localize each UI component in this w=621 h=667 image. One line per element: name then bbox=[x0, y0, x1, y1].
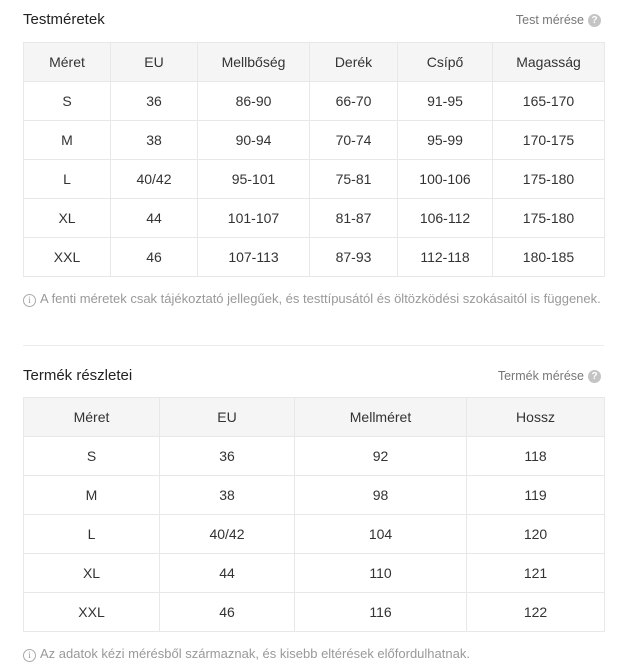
table-cell: 81-87 bbox=[310, 199, 398, 238]
table-cell: 112-118 bbox=[398, 238, 493, 277]
body-size-header bbox=[23, 10, 604, 32]
table-cell: 40/42 bbox=[111, 160, 198, 199]
table-cell: 40/42 bbox=[160, 515, 295, 554]
table-cell: 165-170 bbox=[493, 82, 605, 121]
table-cell: 98 bbox=[295, 476, 467, 515]
table-cell: 87-93 bbox=[310, 238, 398, 277]
table-cell: 116 bbox=[295, 593, 467, 632]
column-header: Magasság bbox=[493, 43, 605, 82]
table-cell: 180-185 bbox=[493, 238, 605, 277]
table-cell: XL bbox=[24, 554, 160, 593]
column-header: Mellméret bbox=[295, 398, 467, 437]
table-cell: 44 bbox=[111, 199, 198, 238]
table-cell: 44 bbox=[160, 554, 295, 593]
table-cell: 110 bbox=[295, 554, 467, 593]
column-header: Méret bbox=[24, 398, 160, 437]
table-cell: 122 bbox=[467, 593, 605, 632]
table-cell: XXL bbox=[24, 593, 160, 632]
table-cell: 95-99 bbox=[398, 121, 493, 160]
table-cell: 46 bbox=[111, 238, 198, 277]
info-circle-icon: i bbox=[23, 294, 36, 307]
table-cell: 100-106 bbox=[398, 160, 493, 199]
table-cell: 95-101 bbox=[198, 160, 310, 199]
table-cell: 36 bbox=[111, 82, 198, 121]
section-divider bbox=[23, 345, 604, 346]
table-cell: 91-95 bbox=[398, 82, 493, 121]
table-row bbox=[24, 160, 605, 199]
body-size-section bbox=[23, 10, 604, 307]
info-circle-icon: i bbox=[23, 649, 36, 662]
table-cell: 121 bbox=[467, 554, 605, 593]
table-cell: L bbox=[24, 160, 111, 199]
body-size-table bbox=[23, 42, 605, 277]
table-header-row bbox=[24, 43, 605, 82]
question-circle-icon[interactable]: ? bbox=[588, 14, 601, 27]
table-cell: 107-113 bbox=[198, 238, 310, 277]
product-details-header bbox=[23, 366, 604, 388]
column-header: Hossz bbox=[467, 398, 605, 437]
question-circle-icon[interactable]: ? bbox=[588, 370, 601, 383]
product-details-section bbox=[23, 366, 604, 662]
table-cell: XXL bbox=[24, 238, 111, 277]
table-cell: 118 bbox=[467, 437, 605, 476]
table-row bbox=[24, 476, 605, 515]
table-cell: 46 bbox=[160, 593, 295, 632]
table-row bbox=[24, 554, 605, 593]
table-cell: 36 bbox=[160, 437, 295, 476]
column-header: EU bbox=[160, 398, 295, 437]
body-size-title: Testméretek bbox=[23, 11, 105, 28]
table-cell: 101-107 bbox=[198, 199, 310, 238]
table-row bbox=[24, 199, 605, 238]
table-cell: 90-94 bbox=[198, 121, 310, 160]
table-row bbox=[24, 238, 605, 277]
product-details-table bbox=[23, 397, 605, 632]
table-row bbox=[24, 437, 605, 476]
table-cell: 38 bbox=[160, 476, 295, 515]
product-details-title: Termék részletei bbox=[23, 367, 133, 384]
column-header: Csípő bbox=[398, 43, 493, 82]
table-cell: S bbox=[24, 437, 160, 476]
table-cell: 106-112 bbox=[398, 199, 493, 238]
table-cell: 92 bbox=[295, 437, 467, 476]
column-header: Derék bbox=[310, 43, 398, 82]
table-cell: L bbox=[24, 515, 160, 554]
product-details-note bbox=[23, 645, 604, 662]
table-cell: 70-74 bbox=[310, 121, 398, 160]
measure-body-link[interactable] bbox=[516, 11, 601, 29]
table-cell: 175-180 bbox=[493, 199, 605, 238]
measure-product-link[interactable] bbox=[498, 367, 601, 385]
table-cell: 175-180 bbox=[493, 160, 605, 199]
table-row bbox=[24, 121, 605, 160]
column-header: EU bbox=[111, 43, 198, 82]
column-header: Méret bbox=[24, 43, 111, 82]
table-row bbox=[24, 515, 605, 554]
table-cell: 66-70 bbox=[310, 82, 398, 121]
body-size-note-text: A fenti méretek csak tájékoztató jellegűek, és testtípusától és öltözködési szokásaitól is függenek. bbox=[40, 291, 601, 306]
body-size-note bbox=[23, 290, 604, 307]
table-cell: 170-175 bbox=[493, 121, 605, 160]
table-cell: 86-90 bbox=[198, 82, 310, 121]
measure-product-label[interactable]: Termék mérése bbox=[497, 369, 584, 383]
column-header: Mellbőség bbox=[198, 43, 310, 82]
table-header-row bbox=[24, 398, 605, 437]
table-cell: M bbox=[24, 121, 111, 160]
table-cell: XL bbox=[24, 199, 111, 238]
product-details-note-text: Az adatok kézi mérésből származnak, és kisebb eltérések előfordulhatnak. bbox=[40, 646, 470, 661]
table-cell: 75-81 bbox=[310, 160, 398, 199]
table-cell: S bbox=[24, 82, 111, 121]
table-cell: 38 bbox=[111, 121, 198, 160]
measure-body-label[interactable]: Test mérése bbox=[515, 13, 584, 27]
table-row bbox=[24, 82, 605, 121]
table-cell: 104 bbox=[295, 515, 467, 554]
table-cell: 119 bbox=[467, 476, 605, 515]
table-cell: 120 bbox=[467, 515, 605, 554]
table-row bbox=[24, 593, 605, 632]
table-cell: M bbox=[24, 476, 160, 515]
